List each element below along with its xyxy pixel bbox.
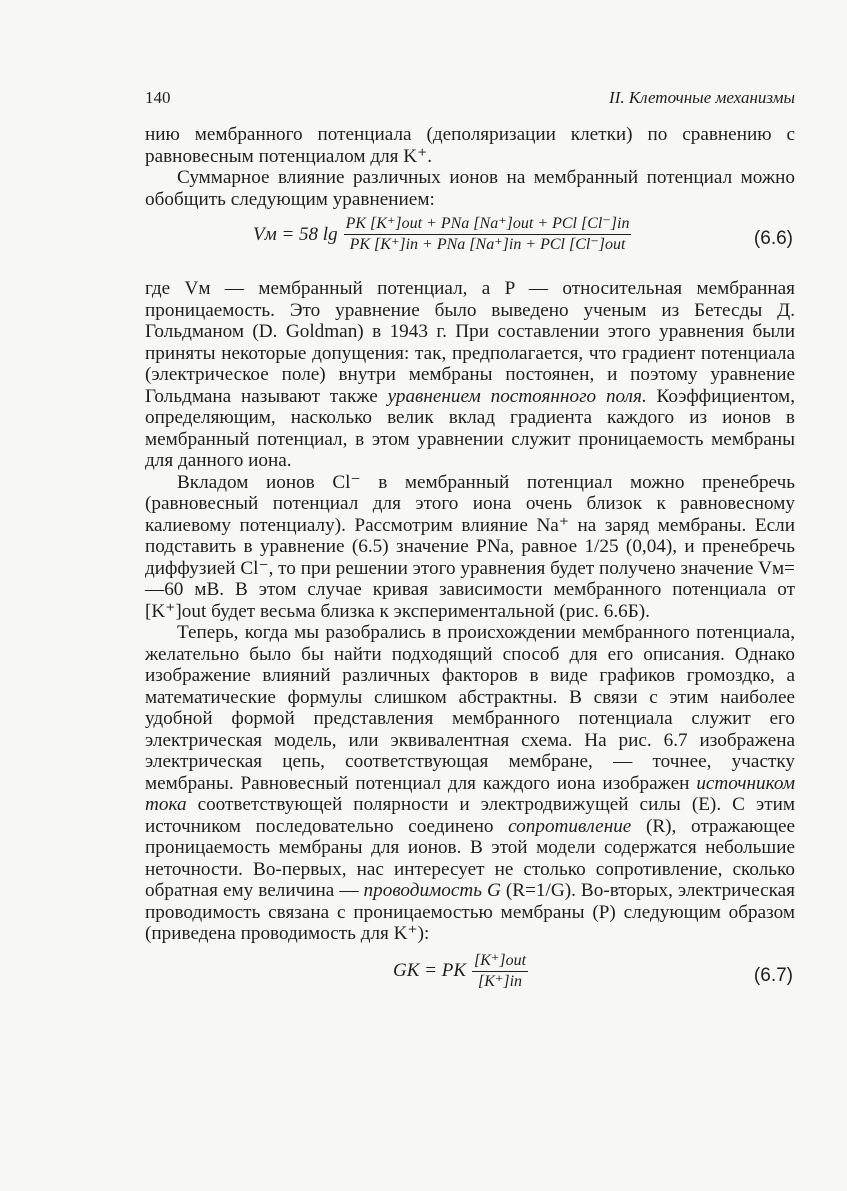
equation-6-7-formula: [393, 951, 528, 992]
running-title: II. Клеточные механизмы: [609, 88, 795, 107]
equation-6-6-denominator: PK [K⁺]in + PNa [Na⁺]in + PCl [Cl⁻]out: [349, 236, 626, 253]
paragraph-3-text-a: где Vм — мембранный потенциал, а P — относительная мембранная проницаемость. Это уравнение было выведено ученым из Бетесды Д. Гольдманом (D. Goldman) в 1943 г. При составлении этого уравнения были приняты некоторые допущения: так, предполагается, что градиент потенциала (электрическое поле) внутри мембраны постоянен, и поэтому уравнение Гольдмана называют также: [145, 278, 795, 407]
equation-6-6-formula: [253, 214, 631, 255]
paragraph-5-text-c: (R), отражающее проницаемость мембраны для ионов. В этой модели содержатся небольшие неточности. Во-первых, нас интересует не столько сопротивление, сколько обратная ему величина —: [145, 815, 795, 901]
paragraph-5-text-b: соответствующей полярности и электродвижущей силы (E). С этим источником последовательно соединено: [145, 794, 795, 837]
page-number: 140: [145, 88, 171, 107]
equation-6-6: [145, 214, 795, 270]
paragraph-3-text-b: Коэффициентом, определяющим, насколько велик вклад градиента каждого из ионов в мембранный потенциал, в этом уравнении служит проницаемость мембраны для данного иона.: [145, 385, 795, 471]
paragraph-5-emphasis-1: источником тока: [145, 772, 795, 815]
paragraph-4: Вкладом ионов Cl⁻ в мембранный потенциал можно пренебречь (равновесный потенциал для этого иона очень близок к равновесному калиевому потенциалу). Рассмотрим влияние Na⁺ на заряд мембраны. Если подставить в уравнение (6.5) значение PNa, равное 1/25 (0,04), и пренебречь диффузией Cl⁻, то при решении этого уравнения будет получено значение Vм=—60 мВ. В этом случае кривая зависимости мембранного потенциала от [K⁺]out будет весьма близка к экспериментальной (рис. 6.6Б).: [145, 471, 795, 622]
page-header: [145, 88, 795, 112]
paragraph-5-emphasis-3: проводимость G: [363, 880, 501, 901]
equation-6-6-lhs: Vм = 58 lg: [253, 223, 338, 245]
body-text: [145, 124, 795, 999]
equation-6-7: [145, 951, 795, 999]
equation-6-6-number: (6.6): [753, 228, 793, 249]
paragraph-3: [145, 278, 795, 472]
paragraph-3-emphasis: уравнением постоянного поля.: [387, 385, 647, 407]
page: [145, 88, 795, 999]
paragraph-5-text-a: Теперь, когда мы разобрались в происхождении мембранного потенциала, желательно было бы найти подходящий способ для его описания. Однако изображение влияний различных факторов в виде графиков громоздко, а математические формулы слишком абстрактны. В связи с этим наиболее удобной формой представления мембранного потенциала служит его электрическая модель, или эквивалентная схема. На рис. 6.7 изображена электрическая цепь, соответствующая мембране, — точнее, участку мембраны. Равновесный потенциал для каждого иона изображен: [145, 622, 795, 794]
paragraph-1: нию мембранного потенциала (деполяризации клетки) по сравнению с равновесным потенциалом для K⁺.: [145, 124, 795, 167]
equation-6-6-numerator: PK [K⁺]out + PNa [Na⁺]out + PCl [Cl⁻]in: [344, 214, 632, 235]
paragraph-5: [145, 622, 795, 945]
paragraph-5-text-d: (R=1/G). Во-вторых, электрическая проводимость связана с проницаемостью мембраны (P) следующим образом (приведена проводимость для K⁺):: [145, 880, 795, 944]
equation-6-7-lhs: GK = PK: [393, 960, 466, 982]
equation-6-7-number: (6.7): [753, 964, 793, 986]
paragraph-2: Суммарное влияние различных ионов на мембранный потенциал можно обобщить следующим уравнением:: [145, 167, 795, 210]
paragraph-5-emphasis-2: сопротивление: [508, 815, 632, 837]
equation-6-7-denominator: [K⁺]in: [478, 972, 523, 990]
equation-6-7-numerator: [K⁺]out: [472, 951, 528, 972]
equation-6-6-fraction: [344, 214, 632, 255]
equation-6-7-fraction: [472, 951, 528, 992]
